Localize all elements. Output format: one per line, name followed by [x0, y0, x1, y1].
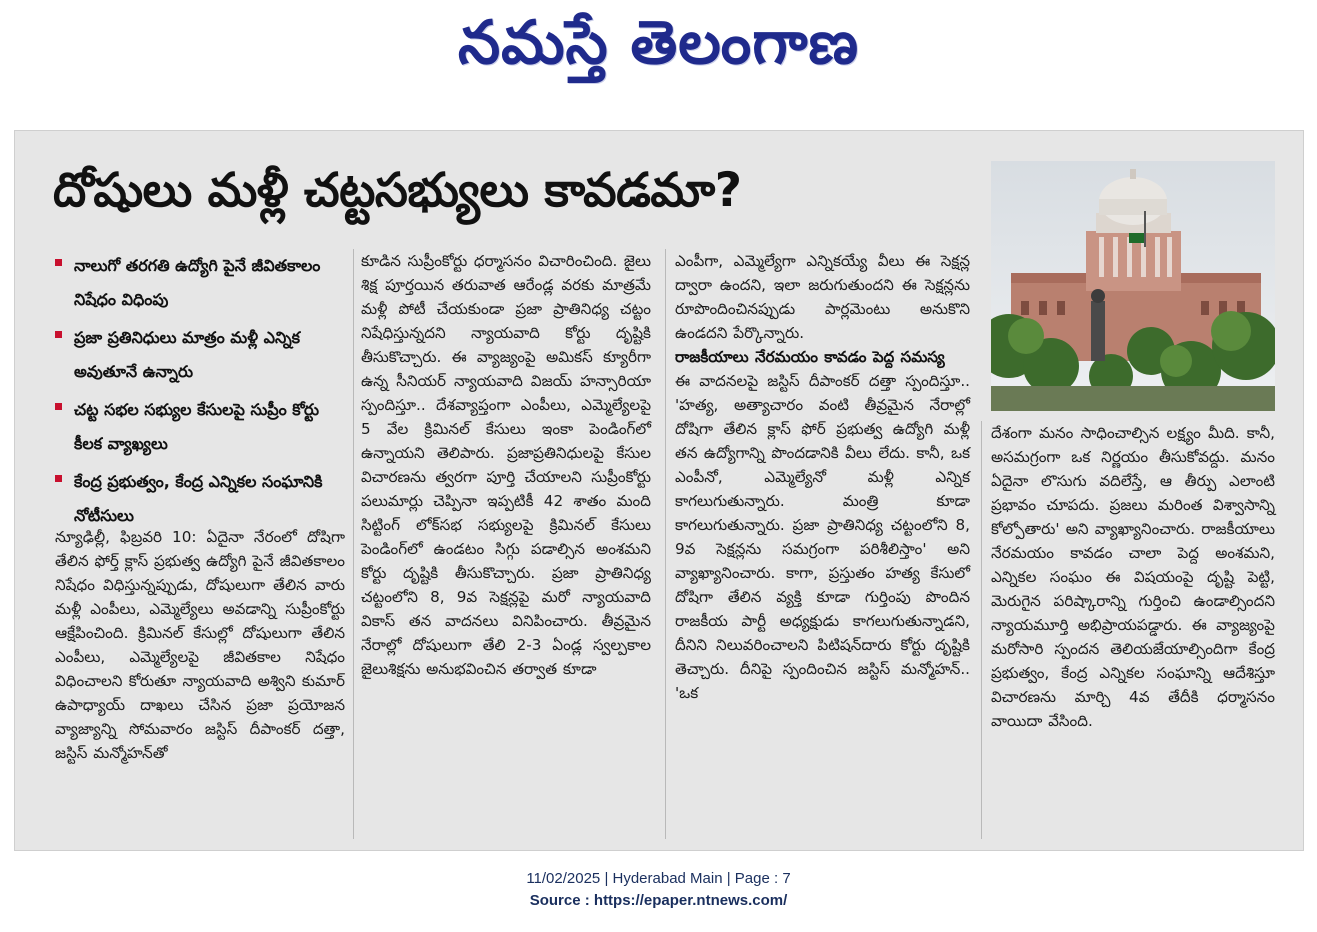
bullet-square-icon: [55, 475, 62, 482]
article-paragraph: ఎంపీగా, ఎమ్మెల్యేగా ఎన్నికయ్యే వీలు ఈ సెక్షన్ల ద్వారా ఉందని, ఇలా జరుగుతుందని ఈ సెక్షన్లను రూపొందించినప్పుడు పార్లమెంటు అనుకొని ఉండదని పేర్కొన్నారు.: [675, 252, 970, 342]
footer-source: Source : https://epaper.ntnews.com/: [529, 892, 788, 909]
highlight-item: [51, 465, 351, 533]
highlight-text: కేంద్ర ప్రభుత్వం, కేంద్ర ఎన్నికల సంఘానికి నోటీసులు: [74, 472, 323, 525]
column-divider: [353, 249, 354, 839]
highlight-item: [51, 321, 351, 389]
highlight-text: చట్ట సభల సభ్యుల కేసులపై సుప్రీం కోర్టు కీలక వ్యాఖ్యలు: [74, 400, 320, 453]
bullet-square-icon: [55, 259, 62, 266]
article-column-2: [361, 249, 651, 681]
highlight-text: నాలుగో తరగతి ఉద్యోగి పైనే జీవితకాలం నిషేధం విధింపు: [74, 256, 321, 309]
article-paragraph: దేశంగా మనం సాధించాల్సిన లక్ష్యం మీది. కానీ, అసమగ్రంగా ఒక నిర్ణయం తీసుకోవద్దు. మనం ఏదైనా లొసుగు వదిలేస్తే, ఆ తీర్పు ఎలాంటి ప్రభావం చూపదు. ప్రజలు మరింత విశ్వాసాన్ని కోల్పోతారు' అని వ్యాఖ్యానించారు. రాజకీయాలు నేరమయం కావడం చాలా పెద్ద అంశమని, ఎన్నికల సంఘం ఈ విషయంపై దృష్టి పెట్టి, మెరుగైన పరిష్కారాన్ని గుర్తించి ఉండాల్సిందని న్యాయమూర్తి అభిప్రాయపడ్డారు. ఈ వ్యాజ్యంపై మరోసారి స్పందన తెలియజేయాల్సిందిగా కేంద్ర ప్రభుత్వం, కేంద్ర ఎన్నికల సంఘాన్ని ఆదేశిస్తూ విచారణను మార్చి 4వ తేదీకి ధర్మాసనం వాయిదా వేసింది.: [991, 424, 1275, 730]
article-column-3: [675, 249, 970, 705]
footer-edition-info: 11/02/2025 | Hyderabad Main | Page : 7: [526, 870, 791, 887]
headline: దోషులు మళ్లీ చట్టసభ్యులు కావడమా?: [53, 163, 742, 218]
bullet-square-icon: [55, 403, 62, 410]
masthead-title: నమస్తే తెలంగాణ: [457, 8, 860, 78]
masthead: [0, 0, 1317, 100]
article-column-1: [55, 525, 345, 765]
highlight-item: [51, 393, 351, 461]
article-subheading: రాజకీయాలు నేరమయం కావడం పెద్ద సమస్య: [675, 348, 945, 366]
news-clipping: [14, 130, 1304, 851]
highlight-text: ప్రజా ప్రతినిధులు మాత్రం మళ్లీ ఎన్నిక అవుతూనే ఉన్నారు: [74, 328, 300, 381]
article-paragraph: కూడిన సుప్రీంకోర్టు ధర్మాసనం విచారించింది. జైలు శిక్ష పూర్తయిన తరువాత ఆరేండ్ల వరకు మాత్రమే మళ్లీ పోటీ చేయకుండా ప్రజా ప్రాతినిధ్య చట్టం నిషేధిస్తున్నదని న్యాయవాది కోర్టు దృష్టికి తీసుకొచ్చారు. ఈ వ్యాజ్యంపై అమికస్ క్యూరీగా ఉన్న సీనియర్ న్యాయవాది విజయ్ హన్సారియా స్పందిస్తూ.. దేశవ్యాప్తంగా ఎంపీలు, ఎమ్మెల్యేలపై 5 వేల క్రిమినల్ కేసులు ఇంకా పెండింగ్‌లో ఉన్నాయని తెలిపారు. ప్రజాప్రతినిధులపై కేసుల విచారణను త్వరగా పూర్తి చేయాలని సుప్రీంకోర్టు పలుమార్లు చెప్పినా ఇప్పటికీ 42 శాతం మంది సిట్టింగ్ లోక్‌సభ సభ్యులపై క్రిమినల్ కేసులు పెండింగ్‌లో ఉండటం సిగ్గు పడాల్సిన అంశమని కోర్టు దృష్టికి తీసుకొచ్చారు. ప్రజా ప్రాతినిధ్య చట్టంలోని 8, 9వ సెక్షన్లపై మరో న్యాయవాది వికాస్ తన వాదనలు వినిపించారు. తీవ్రమైన నేరాల్లో దోషులుగా తేలి 2-3 ఏండ్ల స్వల్పకాల జైలుశిక్షను అనుభవించిన తర్వాత కూడా: [361, 252, 651, 678]
highlights-list: [51, 249, 351, 537]
highlight-item: [51, 249, 351, 317]
bullet-square-icon: [55, 331, 62, 338]
article-column-4: [991, 421, 1275, 733]
column-divider: [665, 249, 666, 839]
article-paragraph: ఈ వాదనలపై జస్టిస్ దీపాంకర్ దత్తా స్పందిస్తూ.. 'హత్య, అత్యాచారం వంటి తీవ్రమైన నేరాల్లో దోషిగా తేలిన క్లాస్ ఫోర్ ప్రభుత్వ ఉద్యోగి మళ్లీ తన ఉద్యోగాన్ని పొందడానికి వీలు లేదు. కానీ, ఒక ఎంపీనో, ఎమ్మెల్యేనో మళ్లీ ఎన్నిక కాగలుగుతున్నారు. మంత్రి కూడా కాగలుగుతున్నారు. ప్రజా ప్రాతినిధ్య చట్టంలోని 8, 9వ సెక్షన్లను సమగ్రంగా పరిశీలిస్తాం' అని వ్యాఖ్యానించారు. కాగా, ప్రస్తుతం హత్య కేసులో దోషిగా తేలిన వ్యక్తి కూడా గుర్తింపు పొందిన రాజకీయ పార్టీ అధ్యక్షుడు కాగలుగుతున్నాడని, దీనిని నిలువరించాలని పిటిషన్‌దారు కోర్టు దృష్టికి తెచ్చారు. దీనిపై స్పందించిన జస్టిస్ మన్మోహన్.. 'ఒక: [675, 372, 970, 702]
column-divider: [981, 421, 982, 839]
supreme-court-photo: [991, 161, 1275, 411]
article-paragraph: న్యూఢిల్లీ, ఫిబ్రవరి 10: ఏదైనా నేరంలో దోషిగా తేలిన ఫోర్త్ క్లాస్ ప్రభుత్వ ఉద్యోగి పైనే జీవితకాలం నిషేధం విధిస్తున్నప్పుడు, దోషులుగా తేలిన వారు మళ్లీ ఎంపీలు, ఎమ్మెల్యేలు అవడాన్ని సుప్రీంకోర్టు ఆక్షేపించింది. క్రిమినల్ కేసుల్లో దోషులుగా తేలిన ఎంపీలు, ఎమ్మెల్యేలపై జీవితకాల నిషేధం విధించాలని కోరుతూ న్యాయవాది అశ్విని కుమార్ ఉపాధ్యాయ్ దాఖలు చేసిన ప్రజా ప్రయోజన వ్యాజ్యాన్ని సోమవారం జస్టిస్ దీపాంకర్ దత్తా, జస్టిస్ మన్మోహన్‌తో: [55, 528, 345, 762]
